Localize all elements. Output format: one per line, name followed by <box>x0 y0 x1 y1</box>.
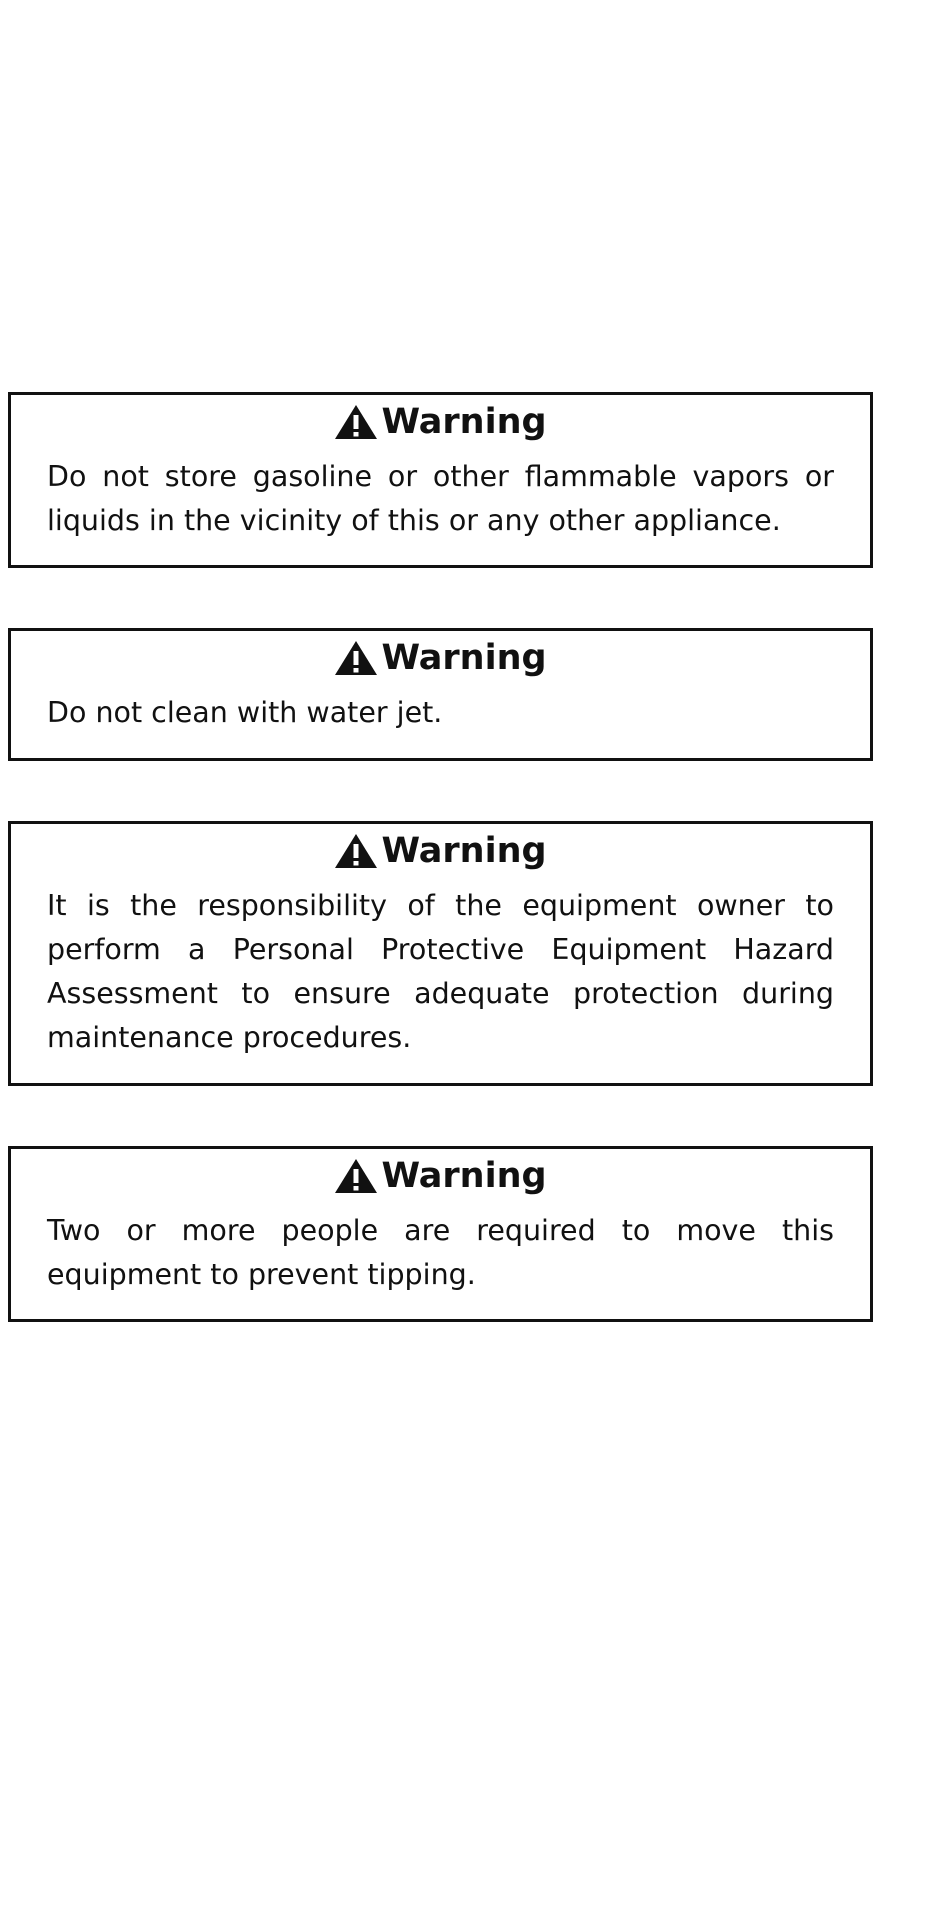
warning-box-flammable <box>8 392 873 568</box>
warning-triangle-icon <box>334 1158 378 1194</box>
warning-header <box>11 638 870 678</box>
warning-title: Warning <box>381 831 547 871</box>
warning-triangle-icon <box>334 404 378 440</box>
warning-box-water-jet <box>8 628 873 761</box>
warning-triangle-icon <box>334 640 378 676</box>
warning-header <box>11 1156 870 1196</box>
warning-header <box>11 831 870 871</box>
warning-header <box>11 402 870 442</box>
warning-box-ppe-assessment <box>8 821 873 1086</box>
warning-box-tipping <box>8 1146 873 1322</box>
warning-text: Do not store gasoline or other flammable vapors or liquids in the vicinity of this or any other appliance. <box>47 460 834 537</box>
warning-title: Warning <box>381 1156 547 1196</box>
warning-text: Two or more people are required to move this equipment to prevent tipping. <box>47 1214 834 1291</box>
warning-triangle-icon <box>334 833 378 869</box>
warning-text: It is the responsibility of the equipment owner to perform a Personal Protective Equipment Hazard Assessment to ensure adequate protection during maintenance procedures. <box>47 889 834 1054</box>
warning-title: Warning <box>381 402 547 442</box>
warning-title: Warning <box>381 638 547 678</box>
warning-text: Do not clean with water jet. <box>47 696 443 729</box>
